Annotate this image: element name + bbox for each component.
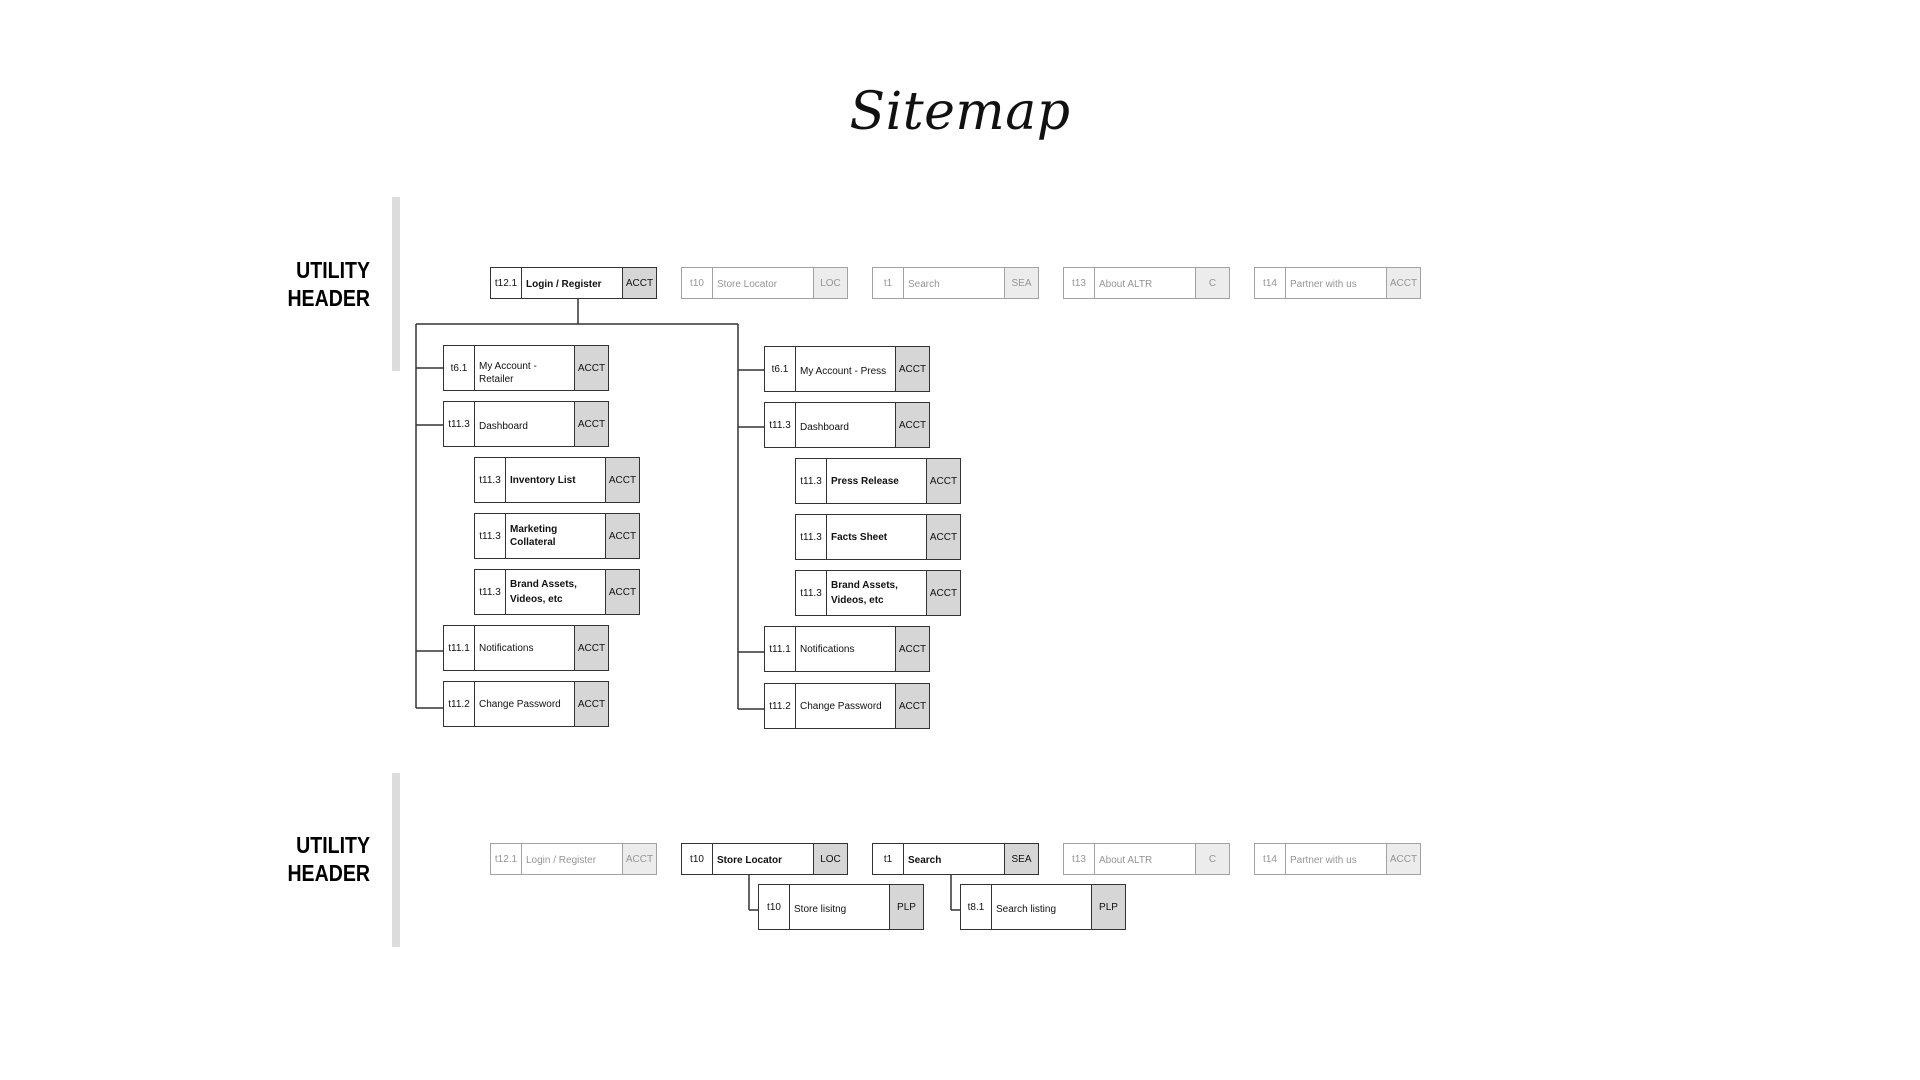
node-label: Store lisitng: [794, 903, 847, 915]
nav-node-about[interactable]: [1063, 267, 1230, 299]
nav-node-store-locator[interactable]: [681, 843, 848, 875]
node-tag: PLP: [889, 885, 923, 929]
node-code: t11.3: [475, 514, 506, 558]
nav-node-login-register[interactable]: [490, 843, 657, 875]
node-tag: ACCT: [574, 346, 608, 390]
node-code: t11.3: [796, 571, 827, 615]
node-brand-assets-press[interactable]: [795, 570, 961, 616]
node-code: t1: [873, 844, 904, 874]
nav-node-store-locator[interactable]: [681, 267, 848, 299]
node-notifications-retailer[interactable]: [443, 625, 609, 671]
node-label: Notifications: [800, 643, 855, 655]
node-code: t14: [1255, 844, 1286, 874]
node-label: About ALTR: [1099, 278, 1153, 290]
node-label: Login / Register: [526, 854, 597, 866]
node-tag: ACCT: [574, 682, 608, 726]
node-code: t10: [682, 844, 713, 874]
node-label: Login / Register: [526, 278, 602, 290]
node-tag: ACCT: [605, 514, 639, 558]
node-label: Facts Sheet: [831, 531, 888, 543]
section-label-line: HEADER: [287, 860, 370, 886]
node-label: Store Locator: [717, 854, 783, 866]
node-code: t11.3: [765, 403, 796, 447]
node-tag: ACCT: [895, 627, 929, 671]
section-label-line: HEADER: [287, 285, 370, 311]
node-code: t11.3: [444, 402, 475, 446]
section-label-line: UTILITY: [296, 257, 370, 283]
node-tag: ACCT: [574, 626, 608, 670]
nav-node-partner[interactable]: [1254, 267, 1421, 299]
nav-node-login-register[interactable]: [490, 267, 657, 299]
node-code: t11.2: [765, 684, 796, 728]
node-label: My Account - Press: [800, 365, 887, 377]
node-code: t6.1: [765, 347, 796, 391]
node-tag: C: [1195, 844, 1229, 874]
node-label: Partner with us: [1290, 278, 1357, 290]
node-change-password-retailer[interactable]: [443, 681, 609, 727]
node-code: t13: [1064, 844, 1095, 874]
node-store-listing[interactable]: [758, 884, 924, 930]
node-label: Brand Assets, Videos, etc: [831, 580, 898, 606]
node-code: t1: [873, 268, 904, 298]
node-my-account-retailer[interactable]: [443, 345, 609, 391]
node-code: t11.2: [444, 682, 475, 726]
node-tag: LOC: [813, 844, 847, 874]
node-code: t6.1: [444, 346, 475, 390]
node-brand-assets-retailer[interactable]: [474, 569, 640, 615]
node-marketing-collateral[interactable]: [474, 513, 640, 559]
node-label: Search: [908, 854, 942, 866]
node-tag: ACCT: [605, 570, 639, 614]
node-notifications-press[interactable]: [764, 626, 930, 672]
node-code: t12.1: [491, 844, 522, 874]
node-label: Partner with us: [1290, 854, 1357, 866]
node-code: t11.3: [796, 515, 827, 559]
node-code: t11.1: [765, 627, 796, 671]
node-my-account-press[interactable]: [764, 346, 930, 392]
node-label: Inventory List: [510, 474, 576, 486]
node-inventory-list[interactable]: [474, 457, 640, 503]
node-label: Dashboard: [479, 420, 528, 432]
node-tag: ACCT: [895, 347, 929, 391]
node-label: Brand Assets, Videos, etc: [510, 579, 577, 605]
page-title: Sitemap: [849, 82, 1071, 142]
node-tag: ACCT: [1386, 268, 1420, 298]
node-label: Search listing: [996, 903, 1057, 915]
node-label: Marketing Collateral: [510, 524, 558, 548]
node-tag: PLP: [1091, 885, 1125, 929]
node-tag: SEA: [1004, 268, 1038, 298]
node-tag: ACCT: [1386, 844, 1420, 874]
node-label: Press Release: [831, 475, 899, 487]
node-label: Store Locator: [717, 278, 778, 290]
node-code: t13: [1064, 268, 1095, 298]
node-dashboard-retailer[interactable]: [443, 401, 609, 447]
node-code: t14: [1255, 268, 1286, 298]
node-code: t11.3: [475, 570, 506, 614]
node-label: Dashboard: [800, 421, 849, 433]
node-code: t10: [759, 885, 790, 929]
node-tag: ACCT: [926, 515, 960, 559]
node-tag: ACCT: [895, 684, 929, 728]
node-press-release[interactable]: [795, 458, 961, 504]
node-label: My Account - Retailer: [479, 361, 537, 385]
node-tag: ACCT: [895, 403, 929, 447]
node-tag: SEA: [1004, 844, 1038, 874]
node-label: About ALTR: [1099, 854, 1153, 866]
nav-node-search[interactable]: [872, 267, 1039, 299]
node-code: t8.1: [961, 885, 992, 929]
node-label: Notifications: [479, 642, 534, 654]
node-code: t10: [682, 268, 713, 298]
node-tag: ACCT: [622, 844, 656, 874]
node-tag: ACCT: [622, 268, 656, 298]
nav-node-partner[interactable]: [1254, 843, 1421, 875]
node-label: Search: [908, 278, 940, 290]
node-tag: ACCT: [605, 458, 639, 502]
node-label: Change Password: [800, 700, 882, 712]
node-tag: C: [1195, 268, 1229, 298]
nav-node-about[interactable]: [1063, 843, 1230, 875]
node-tag: LOC: [813, 268, 847, 298]
node-code: t11.1: [444, 626, 475, 670]
node-dashboard-press[interactable]: [764, 402, 930, 448]
node-facts-sheet[interactable]: [795, 514, 961, 560]
node-tag: ACCT: [926, 571, 960, 615]
node-code: t11.3: [475, 458, 506, 502]
nav-node-search[interactable]: [872, 843, 1039, 875]
node-change-password-press[interactable]: [764, 683, 930, 729]
node-code: t11.3: [796, 459, 827, 503]
node-tag: ACCT: [574, 402, 608, 446]
node-code: t12.1: [491, 268, 522, 298]
node-search-listing[interactable]: [960, 884, 1126, 930]
node-tag: ACCT: [926, 459, 960, 503]
node-label: Change Password: [479, 698, 561, 710]
section-label-line: UTILITY: [296, 832, 370, 858]
